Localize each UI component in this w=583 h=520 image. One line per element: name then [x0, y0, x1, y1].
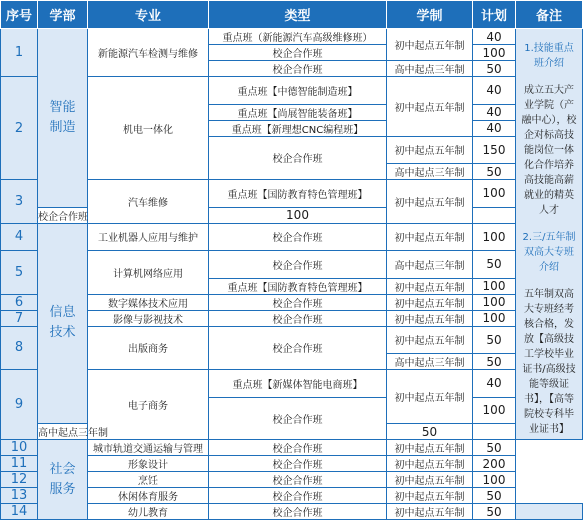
major-name: 出版商务 [88, 326, 209, 370]
level: 高中起点三年制 [387, 164, 473, 180]
class-type: 校企合作班 [209, 504, 387, 520]
class-type: 重点班【中德智能制造班】 [209, 77, 387, 105]
level: 初中起点五年制 [387, 77, 473, 137]
class-type: 校企合作班 [209, 45, 387, 61]
header-level: 学制 [387, 1, 473, 29]
plan: 50 [473, 164, 516, 180]
table-row [1, 180, 583, 208]
major-name: 汽车维修 [88, 180, 209, 224]
seq-7: 7 [1, 310, 38, 326]
header-type: 类型 [209, 1, 387, 29]
major-name: 工业机器人应用与维护 [88, 223, 209, 251]
major-name: 形象设计 [88, 456, 209, 472]
seq-13: 13 [1, 488, 38, 504]
dept-information-technology [38, 223, 88, 424]
plan: 200 [473, 456, 516, 472]
plan: 40 [473, 29, 516, 45]
level: 初中起点五年制 [387, 136, 473, 164]
header-row [1, 1, 583, 29]
seq-10: 10 [1, 440, 38, 456]
table-row [1, 488, 583, 504]
major-name: 烹饪 [88, 472, 209, 488]
dept-line-2: 服务 [49, 481, 76, 497]
notes-panel [516, 29, 583, 440]
plan: 50 [473, 440, 516, 456]
plan: 50 [473, 326, 516, 354]
plan: 100 [473, 294, 516, 310]
seq-1: 1 [1, 29, 38, 77]
table-row [1, 77, 583, 105]
level: 初中起点五年制 [387, 29, 473, 61]
seq-12: 12 [1, 472, 38, 488]
table-row [1, 456, 583, 472]
table-row [1, 370, 583, 398]
class-type: 校企合作班 [209, 294, 387, 310]
level: 初中起点五年制 [387, 370, 473, 424]
level: 高中起点三年制 [387, 251, 473, 279]
plan: 100 [473, 397, 516, 424]
notes-bottom-cell [516, 504, 583, 520]
major-name: 计算机网络应用 [88, 251, 209, 295]
class-type: 校企合作班 [209, 61, 387, 77]
level: 初中起点五年制 [387, 310, 473, 326]
plan: 50 [473, 504, 516, 520]
class-type: 校企合作班 [209, 326, 387, 370]
dept-line-2: 制造 [49, 119, 76, 135]
plan: 40 [473, 120, 516, 136]
header-dept: 学部 [38, 1, 88, 29]
class-type: 校企合作班 [209, 397, 387, 440]
class-type: 校企合作班 [209, 310, 387, 326]
level: 初中起点五年制 [387, 488, 473, 504]
major-name: 城市轨道交通运输与管理 [88, 440, 209, 456]
class-type: 校企合作班 [209, 223, 387, 251]
level: 初中起点五年制 [387, 294, 473, 310]
plan: 40 [473, 370, 516, 398]
major-name: 机电一体化 [88, 77, 209, 180]
note-1-body: 成立五大产业学院（产融中心），校企对标高技能岗位一体化合作培养高技能高薪就业的精英人才 [521, 85, 577, 216]
header-plan: 计划 [473, 1, 516, 29]
table-row [1, 326, 583, 354]
table-row [1, 504, 583, 520]
dept-social-services [38, 440, 88, 520]
class-type: 校企合作班 [209, 251, 387, 279]
seq-3: 3 [1, 180, 38, 224]
plan: 40 [473, 104, 516, 120]
dept-line-1: 社会 [49, 461, 76, 477]
level: 高中起点三年制 [38, 424, 88, 440]
major-name: 幼儿教育 [88, 504, 209, 520]
major-name: 电子商务 [88, 370, 209, 440]
major-name: 数字媒体技术应用 [88, 294, 209, 310]
table-row [1, 29, 583, 45]
table-row [1, 472, 583, 488]
plan: 100 [473, 223, 516, 251]
table-row [1, 207, 583, 223]
dept-line-2: 技术 [49, 325, 76, 341]
class-type: 校企合作班 [209, 440, 387, 456]
major-name: 新能源汽车检测与维修 [88, 29, 209, 77]
class-type: 重点班【新理想CNC编程班】 [209, 120, 387, 136]
dept-line-1: 信息 [49, 305, 76, 321]
level: 高中起点三年制 [387, 61, 473, 77]
level: 初中起点五年制 [387, 180, 473, 224]
level: 初中起点五年制 [387, 440, 473, 456]
level: 初中起点五年制 [387, 472, 473, 488]
plan: 100 [473, 472, 516, 488]
table-row [1, 294, 583, 310]
seq-4: 4 [1, 223, 38, 251]
seq-8: 8 [1, 326, 38, 370]
plan: 50 [473, 488, 516, 504]
plan: 100 [473, 278, 516, 294]
header-major: 专业 [88, 1, 209, 29]
plan: 100 [473, 310, 516, 326]
class-type: 校企合作班 [209, 136, 387, 180]
note-2-body: 五年制双高大专班经考核合格，发放【高级技工学校毕业证书/高级技能等级证书】，【高等院校专科毕业证书】 [522, 289, 576, 435]
plan: 50 [473, 251, 516, 279]
seq-5: 5 [1, 251, 38, 295]
plan: 100 [473, 180, 516, 208]
class-type: 重点班【尚展智能装备班】 [209, 104, 387, 120]
plan: 100 [473, 45, 516, 61]
header-seq: 序号 [1, 1, 38, 29]
plan: 50 [387, 424, 473, 440]
table-row [1, 310, 583, 326]
seq-11: 11 [1, 456, 38, 472]
table-row [1, 440, 583, 456]
plan: 40 [473, 77, 516, 105]
class-type: 校企合作班 [209, 456, 387, 472]
header-notes: 备注 [516, 1, 583, 29]
level: 初中起点五年制 [387, 278, 473, 294]
plan: 50 [473, 354, 516, 370]
level: 初中起点五年制 [387, 504, 473, 520]
level: 高中起点三年制 [387, 354, 473, 370]
plan: 150 [473, 136, 516, 164]
table-row [1, 223, 583, 251]
major-name: 休闲体育服务 [88, 488, 209, 504]
seq-14: 14 [1, 504, 38, 520]
note-2-title: 2.三/五年制双高大专班介绍 [522, 232, 576, 273]
class-type: 重点班【国防教育特色管理班】 [209, 278, 387, 294]
class-type: 校企合作班 [38, 207, 88, 223]
class-type: 校企合作班 [209, 488, 387, 504]
level: 初中起点五年制 [387, 326, 473, 354]
class-type: 重点班【国防教育特色管理班】 [209, 180, 387, 208]
class-type: 重点班【新媒体智能电商班】 [209, 370, 387, 398]
major-name: 影像与影视技术 [88, 310, 209, 326]
class-type: 重点班（新能源汽车高级维修班） [209, 29, 387, 45]
seq-6: 6 [1, 294, 38, 310]
dept-line-1: 智能 [49, 99, 76, 115]
table-row [1, 251, 583, 279]
plan: 100 [209, 207, 387, 223]
seq-2: 2 [1, 77, 38, 180]
note-1-title: 1.技能重点班介绍 [524, 43, 574, 69]
level: 初中起点五年制 [387, 223, 473, 251]
class-type: 校企合作班 [209, 472, 387, 488]
plan: 50 [473, 61, 516, 77]
level: 初中起点五年制 [387, 456, 473, 472]
seq-9: 9 [1, 370, 38, 440]
dept-intelligent-manufacturing [38, 29, 88, 208]
